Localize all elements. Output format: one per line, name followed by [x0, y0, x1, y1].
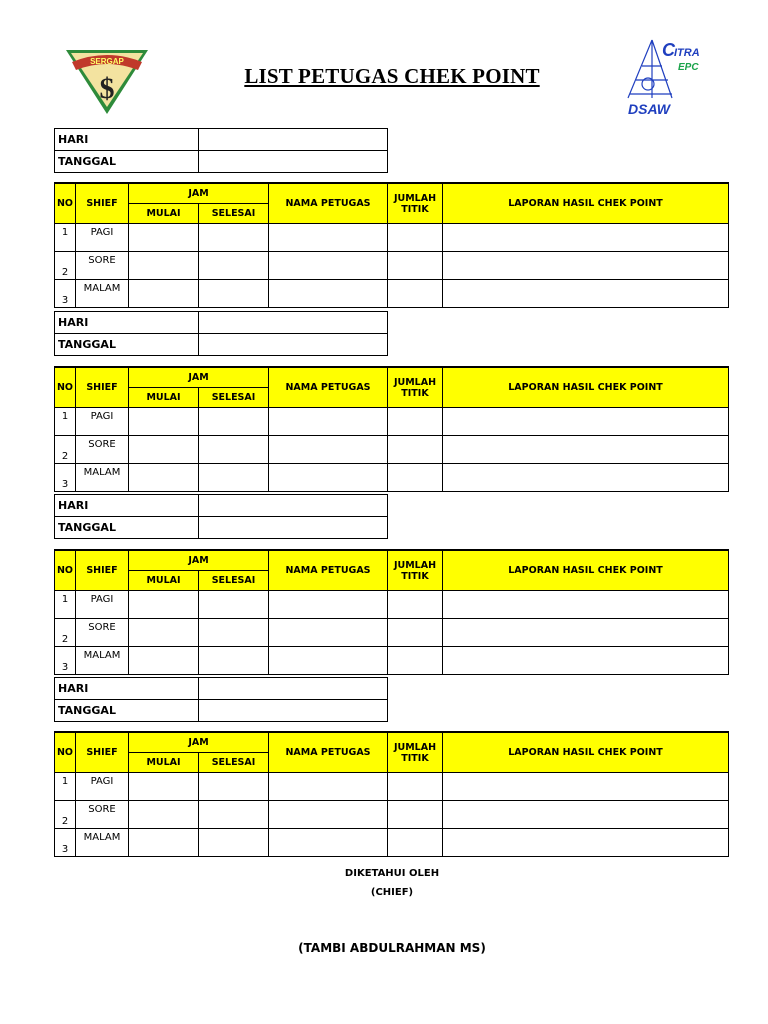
- selesai-cell[interactable]: [199, 464, 269, 492]
- shift-table-4: [54, 731, 729, 857]
- tanggal-field[interactable]: [199, 700, 388, 722]
- mulai-cell[interactable]: [129, 647, 199, 675]
- signatory-name: (TAMBI ABDULRAHMAN MS): [298, 941, 486, 955]
- header-nama-petugas: NAMA PETUGAS: [269, 183, 388, 224]
- selesai-cell[interactable]: [199, 801, 269, 829]
- mulai-cell[interactable]: [129, 280, 199, 308]
- header-laporan: LAPORAN HASIL CHEK POINT: [443, 367, 729, 408]
- row-no: 3: [55, 647, 76, 675]
- header-nama-petugas: NAMA PETUGAS: [269, 367, 388, 408]
- header-no: NO: [55, 367, 76, 408]
- header-shief: SHIEF: [76, 183, 129, 224]
- nama-cell[interactable]: [269, 280, 388, 308]
- logo-left-text: SERGAP: [90, 57, 124, 66]
- row-no: 2: [55, 801, 76, 829]
- row-no: 1: [55, 773, 76, 801]
- mulai-cell[interactable]: [129, 408, 199, 436]
- mulai-cell[interactable]: [129, 224, 199, 252]
- logo-right-initial: C: [662, 40, 675, 60]
- mulai-cell[interactable]: [129, 591, 199, 619]
- laporan-cell[interactable]: [443, 280, 729, 308]
- row-no: 2: [55, 619, 76, 647]
- mulai-cell[interactable]: [129, 773, 199, 801]
- page-title: LIST PETUGAS CHEK POINT: [244, 64, 540, 88]
- selesai-cell[interactable]: [199, 619, 269, 647]
- selesai-cell[interactable]: [199, 773, 269, 801]
- mulai-cell[interactable]: [129, 252, 199, 280]
- row-shief: SORE: [76, 436, 129, 464]
- hari-label: HARI: [55, 312, 199, 334]
- header-selesai: SELESAI: [199, 388, 269, 408]
- hari-label: HARI: [55, 495, 199, 517]
- header-laporan: LAPORAN HASIL CHEK POINT: [443, 732, 729, 773]
- table-row: [55, 619, 729, 647]
- header-selesai: SELESAI: [199, 571, 269, 591]
- row-no: 2: [55, 252, 76, 280]
- nama-cell[interactable]: [269, 591, 388, 619]
- dollar-icon: $: [99, 72, 115, 105]
- table-row: [55, 829, 729, 857]
- selesai-cell[interactable]: [199, 224, 269, 252]
- header-laporan: LAPORAN HASIL CHEK POINT: [443, 183, 729, 224]
- titik-cell[interactable]: [388, 773, 443, 801]
- header-mulai: MULAI: [129, 204, 199, 224]
- shift-table-2: [54, 366, 729, 492]
- selesai-cell[interactable]: [199, 591, 269, 619]
- titik-cell[interactable]: [388, 591, 443, 619]
- header-mulai: MULAI: [129, 571, 199, 591]
- row-no: 1: [55, 408, 76, 436]
- selesai-cell[interactable]: [199, 408, 269, 436]
- row-shief: SORE: [76, 252, 129, 280]
- selesai-cell[interactable]: [199, 647, 269, 675]
- titik-cell[interactable]: [388, 801, 443, 829]
- row-no: 3: [55, 829, 76, 857]
- table-row: [55, 436, 729, 464]
- selesai-cell[interactable]: [199, 280, 269, 308]
- row-shief: SORE: [76, 801, 129, 829]
- shift-table-3: [54, 549, 729, 675]
- titik-cell[interactable]: [388, 224, 443, 252]
- row-no: 2: [55, 436, 76, 464]
- titik-cell[interactable]: [388, 829, 443, 857]
- header-mulai: MULAI: [129, 753, 199, 773]
- header-selesai: SELESAI: [199, 753, 269, 773]
- header-nama-petugas: NAMA PETUGAS: [269, 732, 388, 773]
- mulai-cell[interactable]: [129, 829, 199, 857]
- day-info-table-1: [54, 128, 388, 173]
- selesai-cell[interactable]: [199, 252, 269, 280]
- selesai-cell[interactable]: [199, 436, 269, 464]
- table-row: [55, 773, 729, 801]
- chief-role-label: (CHIEF): [370, 887, 414, 898]
- nama-cell[interactable]: [269, 647, 388, 675]
- nama-cell[interactable]: [269, 773, 388, 801]
- row-no: 1: [55, 224, 76, 252]
- laporan-cell[interactable]: [443, 252, 729, 280]
- diketahui-oleh-label: DIKETAHUI OLEH: [344, 868, 440, 879]
- laporan-cell[interactable]: [443, 829, 729, 857]
- nama-cell[interactable]: [269, 408, 388, 436]
- header-mulai: MULAI: [129, 388, 199, 408]
- day-info-table-2: [54, 311, 388, 356]
- header-jam: JAM: [129, 367, 269, 388]
- header-no: NO: [55, 732, 76, 773]
- row-no: 1: [55, 591, 76, 619]
- mulai-cell[interactable]: [129, 436, 199, 464]
- header-laporan: LAPORAN HASIL CHEK POINT: [443, 550, 729, 591]
- titik-cell[interactable]: [388, 647, 443, 675]
- laporan-cell[interactable]: [443, 619, 729, 647]
- header-jam: JAM: [129, 183, 269, 204]
- header-jumlah-titik: JUMLAH TITIK: [388, 550, 443, 591]
- laporan-cell[interactable]: [443, 408, 729, 436]
- nama-cell[interactable]: [269, 464, 388, 492]
- header-jam: JAM: [129, 550, 269, 571]
- logo-right-top: ITRA: [674, 47, 700, 59]
- tanggal-label: TANGGAL: [55, 700, 199, 722]
- hari-field[interactable]: [199, 312, 388, 334]
- hari-label: HARI: [55, 129, 199, 151]
- header-selesai: SELESAI: [199, 204, 269, 224]
- laporan-cell[interactable]: [443, 436, 729, 464]
- tanggal-field[interactable]: [199, 334, 388, 356]
- nama-cell[interactable]: [269, 224, 388, 252]
- titik-cell[interactable]: [388, 619, 443, 647]
- titik-cell[interactable]: [388, 252, 443, 280]
- nama-cell[interactable]: [269, 829, 388, 857]
- laporan-cell[interactable]: [443, 224, 729, 252]
- mulai-cell[interactable]: [129, 464, 199, 492]
- header-nama-petugas: NAMA PETUGAS: [269, 550, 388, 591]
- nama-cell[interactable]: [269, 801, 388, 829]
- tanggal-field[interactable]: [199, 151, 388, 173]
- row-no: 3: [55, 464, 76, 492]
- hari-field[interactable]: [199, 129, 388, 151]
- laporan-cell[interactable]: [443, 591, 729, 619]
- row-shief: PAGI: [76, 224, 129, 252]
- table-row: [55, 591, 729, 619]
- row-shief: MALAM: [76, 464, 129, 492]
- table-row: [55, 252, 729, 280]
- hari-field[interactable]: [199, 495, 388, 517]
- titik-cell[interactable]: [388, 464, 443, 492]
- table-row: [55, 408, 729, 436]
- row-shief: PAGI: [76, 591, 129, 619]
- header-no: NO: [55, 183, 76, 224]
- header-shief: SHIEF: [76, 550, 129, 591]
- tanggal-label: TANGGAL: [55, 517, 199, 539]
- table-row: [55, 464, 729, 492]
- laporan-cell[interactable]: [443, 464, 729, 492]
- nama-cell[interactable]: [269, 619, 388, 647]
- row-no: 3: [55, 280, 76, 308]
- row-shief: MALAM: [76, 280, 129, 308]
- table-row: [55, 801, 729, 829]
- laporan-cell[interactable]: [443, 773, 729, 801]
- nama-cell[interactable]: [269, 252, 388, 280]
- mulai-cell[interactable]: [129, 801, 199, 829]
- hari-field[interactable]: [199, 678, 388, 700]
- header-jumlah-titik: JUMLAH TITIK: [388, 183, 443, 224]
- table-row: [55, 647, 729, 675]
- day-info-table-4: [54, 677, 388, 722]
- header-shief: SHIEF: [76, 367, 129, 408]
- row-shief: MALAM: [76, 647, 129, 675]
- tanggal-label: TANGGAL: [55, 151, 199, 173]
- logo-right-mid: EPC: [678, 62, 699, 73]
- table-row: [55, 224, 729, 252]
- tanggal-field[interactable]: [199, 517, 388, 539]
- day-info-table-3: [54, 494, 388, 539]
- header-jumlah-titik: JUMLAH TITIK: [388, 367, 443, 408]
- header-jam: JAM: [129, 732, 269, 753]
- table-row: [55, 280, 729, 308]
- hari-label: HARI: [55, 678, 199, 700]
- row-shief: PAGI: [76, 773, 129, 801]
- row-shief: PAGI: [76, 408, 129, 436]
- tanggal-label: TANGGAL: [55, 334, 199, 356]
- shift-table-1: [54, 182, 729, 308]
- selesai-cell[interactable]: [199, 829, 269, 857]
- titik-cell[interactable]: [388, 408, 443, 436]
- nama-cell[interactable]: [269, 436, 388, 464]
- mulai-cell[interactable]: [129, 619, 199, 647]
- laporan-cell[interactable]: [443, 801, 729, 829]
- laporan-cell[interactable]: [443, 647, 729, 675]
- row-shief: MALAM: [76, 829, 129, 857]
- titik-cell[interactable]: [388, 280, 443, 308]
- row-shief: SORE: [76, 619, 129, 647]
- header-no: NO: [55, 550, 76, 591]
- logo-right-bottom: DSAW: [628, 101, 670, 117]
- header-shief: SHIEF: [76, 732, 129, 773]
- titik-cell[interactable]: [388, 436, 443, 464]
- header-jumlah-titik: JUMLAH TITIK: [388, 732, 443, 773]
